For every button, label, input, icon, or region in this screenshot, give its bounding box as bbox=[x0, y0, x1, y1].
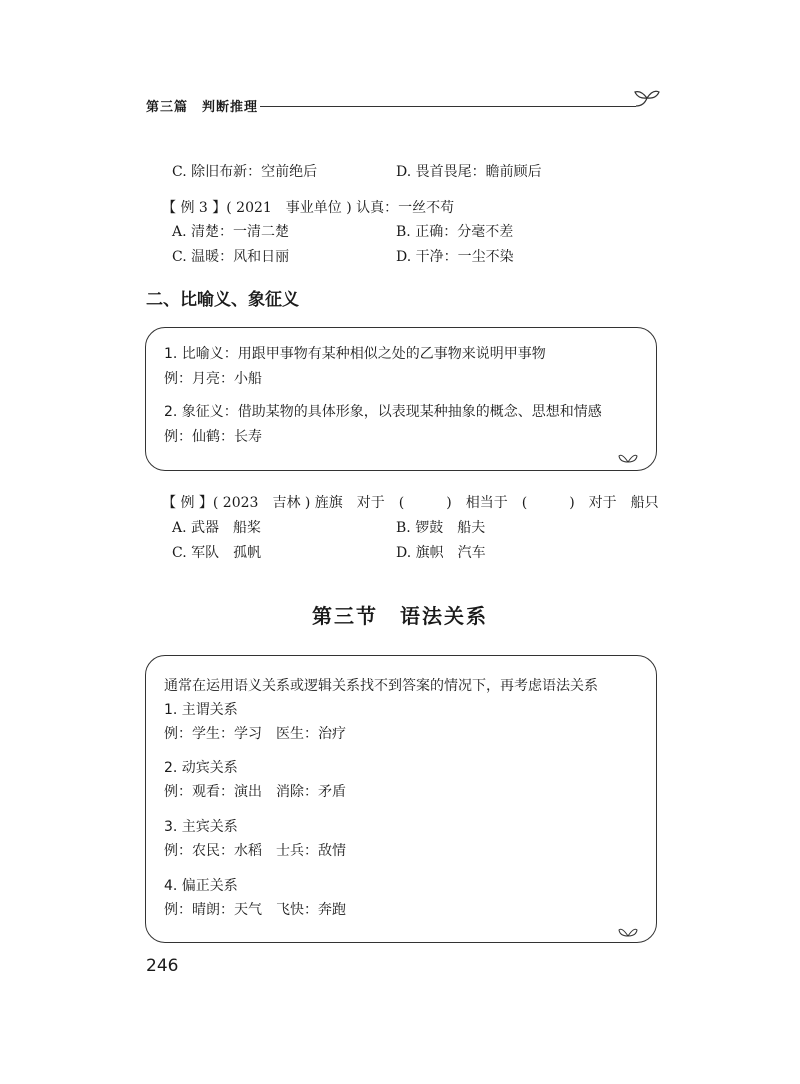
sprout-icon bbox=[634, 86, 660, 110]
option-c: C. 除旧布新：空前绝后 bbox=[172, 164, 318, 180]
example4-option-d: D. 旗帜 汽车 bbox=[396, 545, 486, 561]
example4-question: 【 例 】( 2023 吉林 ) 旌旗 对于 ( ) 相当于 ( ) 对于 船只 bbox=[162, 495, 659, 511]
node-heading: 第三节 语法关系 bbox=[312, 604, 488, 628]
grammar-item-example: 例：农民：水稻 士兵：敌情 bbox=[164, 843, 346, 859]
header-title: 第三篇 判断推理 bbox=[146, 100, 259, 115]
example4-option-a: A. 武器 船桨 bbox=[172, 520, 262, 536]
example3-option-c: C. 温暖：风和日丽 bbox=[172, 249, 290, 265]
grammar-item-title: 4. 偏正关系 bbox=[164, 878, 238, 894]
definition-line: 1. 比喻义：用跟甲事物有某种相似之处的乙事物来说明甲事物 bbox=[164, 346, 546, 362]
grammar-item-example: 例：晴朗：天气 飞快：奔跑 bbox=[164, 902, 346, 918]
leaf-icon bbox=[618, 452, 638, 464]
grammar-item-example: 例：观看：演出 消除：矛盾 bbox=[164, 784, 346, 800]
definition-example: 例：仙鹤：长寿 bbox=[164, 429, 262, 445]
example4-option-c: C. 军队 孤帆 bbox=[172, 545, 262, 561]
definition-box bbox=[145, 327, 657, 471]
grammar-item-title: 1. 主谓关系 bbox=[164, 702, 238, 718]
leaf-icon bbox=[618, 926, 638, 938]
grammar-item-title: 3. 主宾关系 bbox=[164, 819, 238, 835]
definition-line: 2. 象征义：借助某物的具体形象，以表现某种抽象的概念、思想和情感 bbox=[164, 404, 602, 420]
example3-option-b: B. 正确：分毫不差 bbox=[396, 224, 514, 240]
definition-example: 例：月亮：小船 bbox=[164, 371, 262, 387]
grammar-box bbox=[145, 655, 657, 943]
section-heading: 二、比喻义、象征义 bbox=[146, 290, 299, 310]
option-d: D. 畏首畏尾：瞻前顾后 bbox=[396, 164, 542, 180]
example3-question: 【 例 3 】( 2021 事业单位 ) 认真：一丝不苟 bbox=[162, 200, 455, 216]
grammar-item-example: 例：学生：学习 医生：治疗 bbox=[164, 726, 346, 742]
example4-option-b: B. 锣鼓 船夫 bbox=[396, 520, 486, 536]
example3-option-d: D. 干净：一尘不染 bbox=[396, 249, 514, 265]
example3-option-a: A. 清楚：一清二楚 bbox=[172, 224, 290, 240]
page-number: 246 bbox=[146, 956, 179, 976]
grammar-intro: 通常在运用语义关系或逻辑关系找不到答案的情况下，再考虑语法关系 bbox=[164, 678, 598, 694]
grammar-item-title: 2. 动宾关系 bbox=[164, 760, 238, 776]
header-rule bbox=[260, 106, 636, 107]
